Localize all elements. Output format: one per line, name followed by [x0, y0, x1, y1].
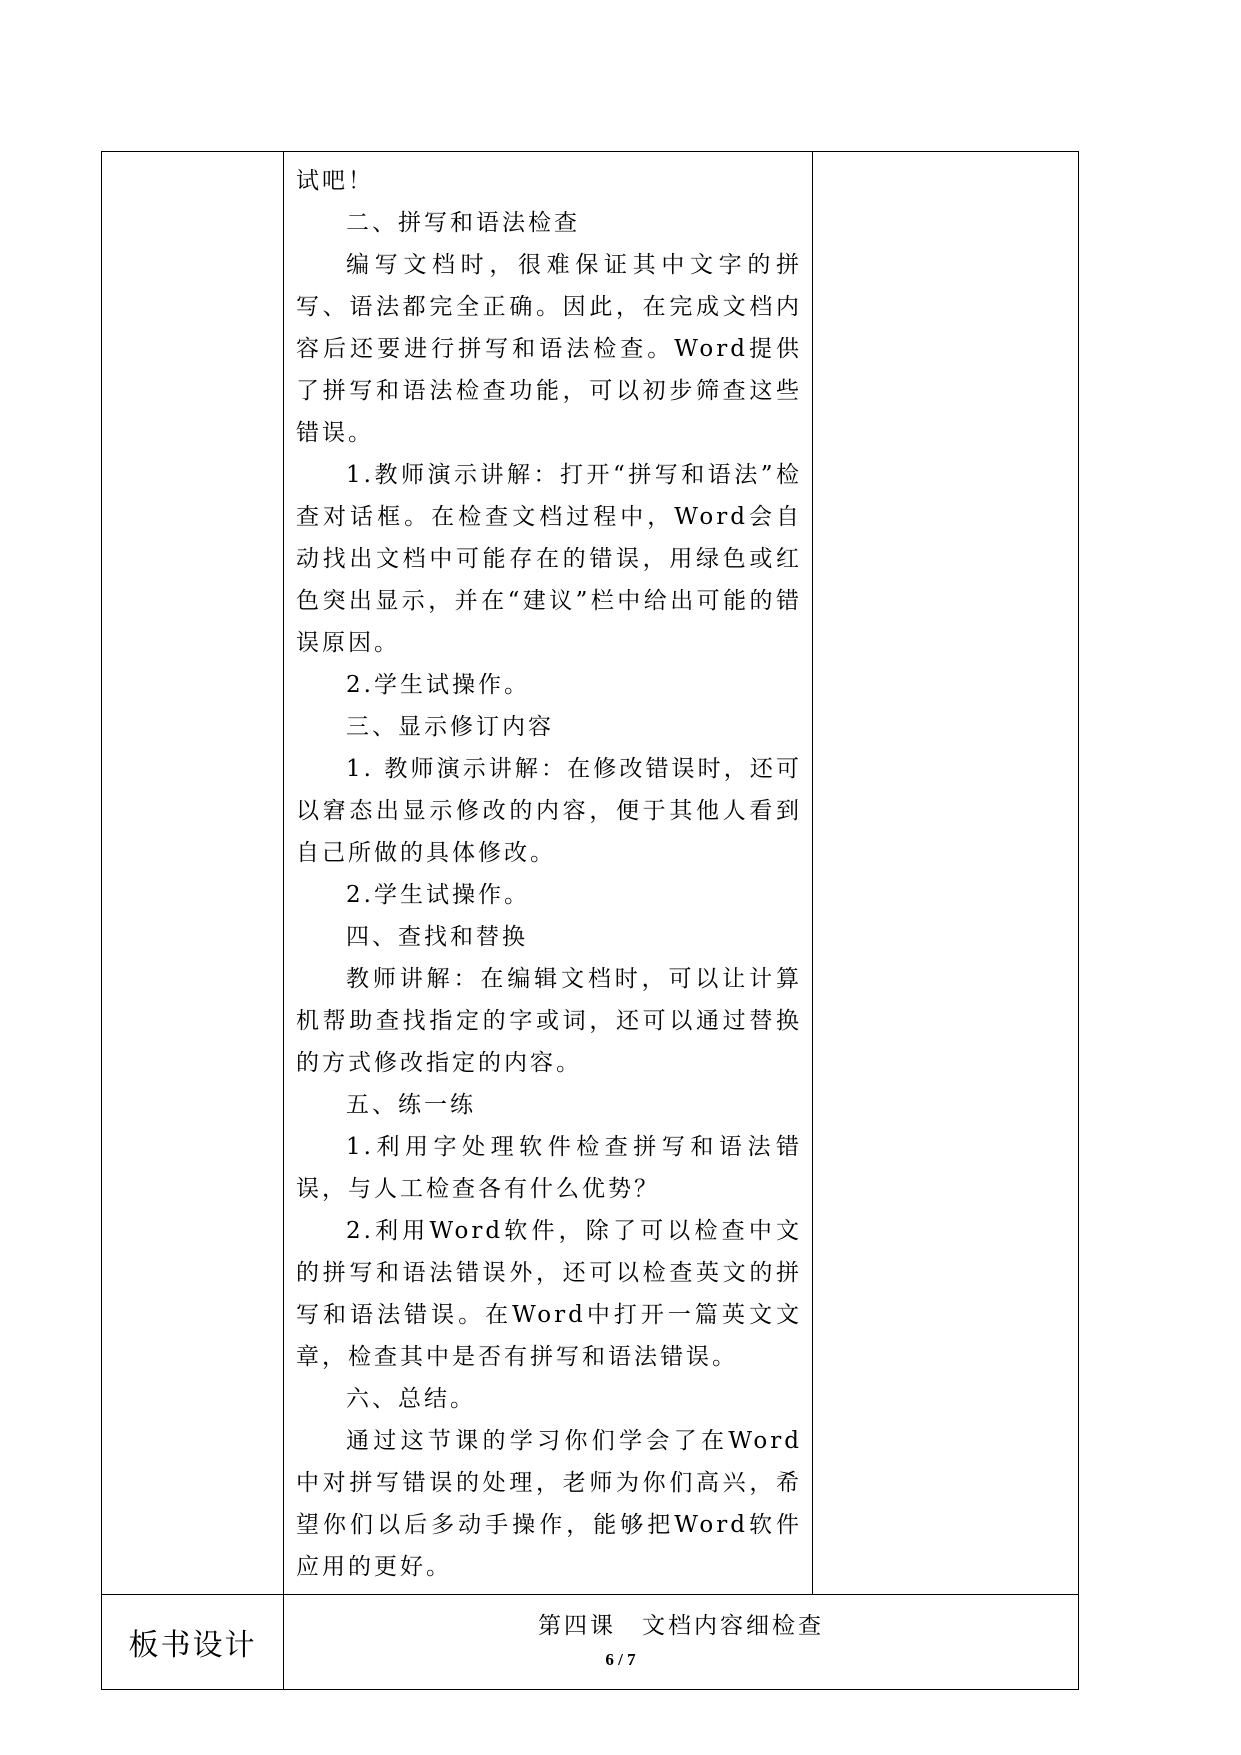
paragraph-text: 通过这节课的学习你们学会了在Word中对拼写错误的处理，老师为你们高兴，希望你们以后多动手操作，能够把Word软件应用的更好。: [296, 1428, 802, 1580]
paragraph-text: 1. 教师演示讲解：在修改错误时，还可以窘态出显示修改的内容，便于其他人看到自己所做的具体修改。: [296, 756, 802, 866]
page-number: 6 / 7: [605, 1650, 636, 1669]
empty-label-cell: [102, 152, 284, 1595]
board-design-content: [284, 1595, 1079, 1690]
paragraph-text: 编写文档时，很难保证其中文字的拼写、语法都完全正确。因此，在完成文档内容后还要进行拼写和语法检查。Word提供了拼写和语法检查功能，可以初步筛查这些错误。: [296, 252, 802, 446]
section-heading: 五、练一练: [346, 1092, 476, 1118]
paragraph-text: 2.学生试操作。: [346, 882, 530, 908]
section-heading: 二、拼写和语法检查: [346, 210, 580, 236]
lesson-number: 第四课: [538, 1613, 616, 1639]
board-design-label: 板书设计: [102, 1595, 284, 1690]
lesson-title: 文档内容细检查: [642, 1613, 824, 1639]
lesson-plan-table: [101, 151, 1079, 1690]
board-design-row: [102, 1595, 1079, 1690]
paragraph-text: 1.教师演示讲解：打开“拼写和语法”检查对话框。在检查文档过程中，Word会自动找出文档中可能存在的错误，用绿色或红色突出显示，并在“建议”栏中给出可能的错误原因。: [296, 462, 802, 656]
paragraph-text: 2.学生试操作。: [346, 672, 530, 698]
process-row: [102, 152, 1079, 1595]
paragraph-text: 1.利用字处理软件检查拼写和语法错误，与人工检查各有什么优势？: [296, 1134, 802, 1202]
teaching-process-cell: [284, 152, 813, 1595]
section-heading: 四、查找和替换: [346, 924, 528, 950]
paragraph-text: 试吧！: [296, 168, 374, 194]
paragraph-container: [284, 152, 812, 1594]
empty-notes-cell: [813, 152, 1079, 1595]
section-heading: 六、总结。: [346, 1386, 476, 1412]
paragraph-text: 2.利用Word软件，除了可以检查中文的拼写和语法错误外，还可以检查英文的拼写和语法错误。在Word中打开一篇英文文章，检查其中是否有拼写和语法错误。: [296, 1218, 802, 1370]
paragraph-text: 教师讲解：在编辑文档时，可以让计算机帮助查找指定的字或词，还可以通过替换的方式修改指定的内容。: [296, 966, 802, 1076]
section-heading: 三、显示修订内容: [346, 714, 554, 740]
